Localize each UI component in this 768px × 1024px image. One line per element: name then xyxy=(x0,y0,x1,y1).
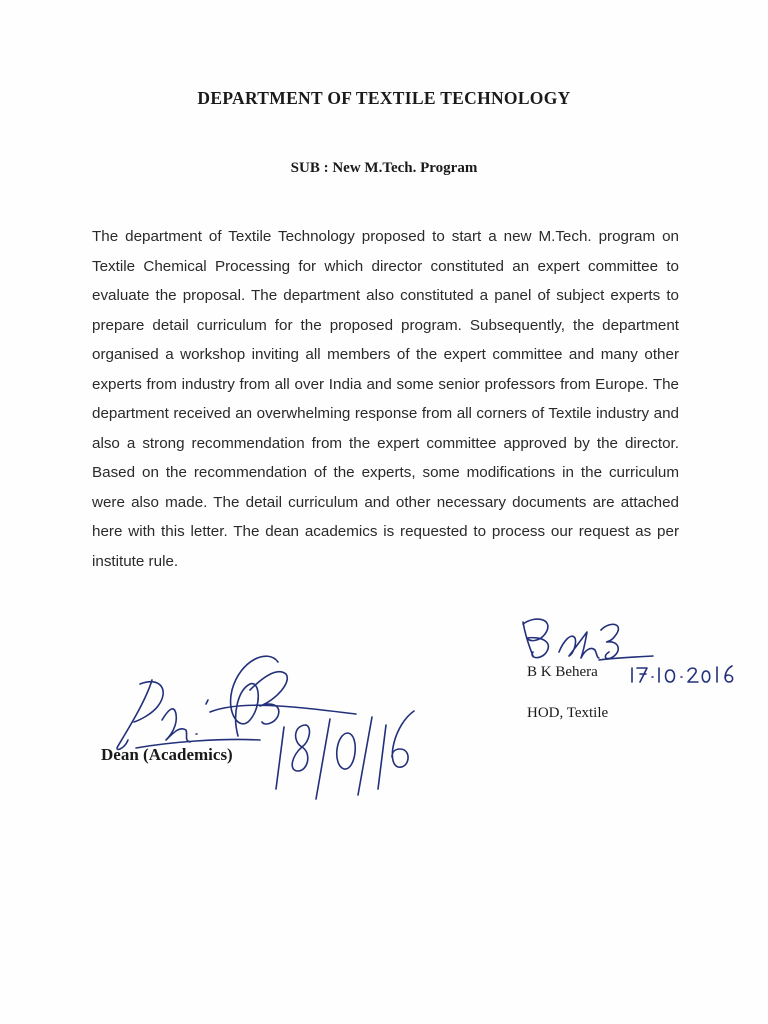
dean-handwritten-date-image xyxy=(268,705,418,805)
hod-name: B K Behera xyxy=(527,664,598,680)
hod-title: HOD, Textile xyxy=(527,705,609,721)
document-subject: SUB : New M.Tech. Program xyxy=(290,160,478,176)
document-heading: DEPARTMENT OF TEXTILE TECHNOLOGY xyxy=(197,88,571,108)
hod-signature-image xyxy=(515,612,655,668)
dean-academics-label: Dean (Academics) xyxy=(101,745,233,764)
hod-handwritten-date-image xyxy=(628,662,744,688)
letter-body: The department of Textile Technology proposed to start a new M.Tech. program on Textile Chemical Processing for which director constituted an expert committee to evaluate the proposal. The department also constituted a panel of subject experts to prepare detail curriculum for the proposed program. Subsequently, the department organised a workshop inviting all members of the expert committee and many other experts from industry from all over India and some senior professors from Europe. The department received an overwhelming response from all corners of Textile industry and also a strong recommendation from the expert committee approved by the director. Based on the recommendation of the experts, some modifications in the curriculum were also made. The detail curriculum and other necessary documents are attached here with this letter. The dean academics is requested to process our request as per institute rule. xyxy=(92,228,679,570)
